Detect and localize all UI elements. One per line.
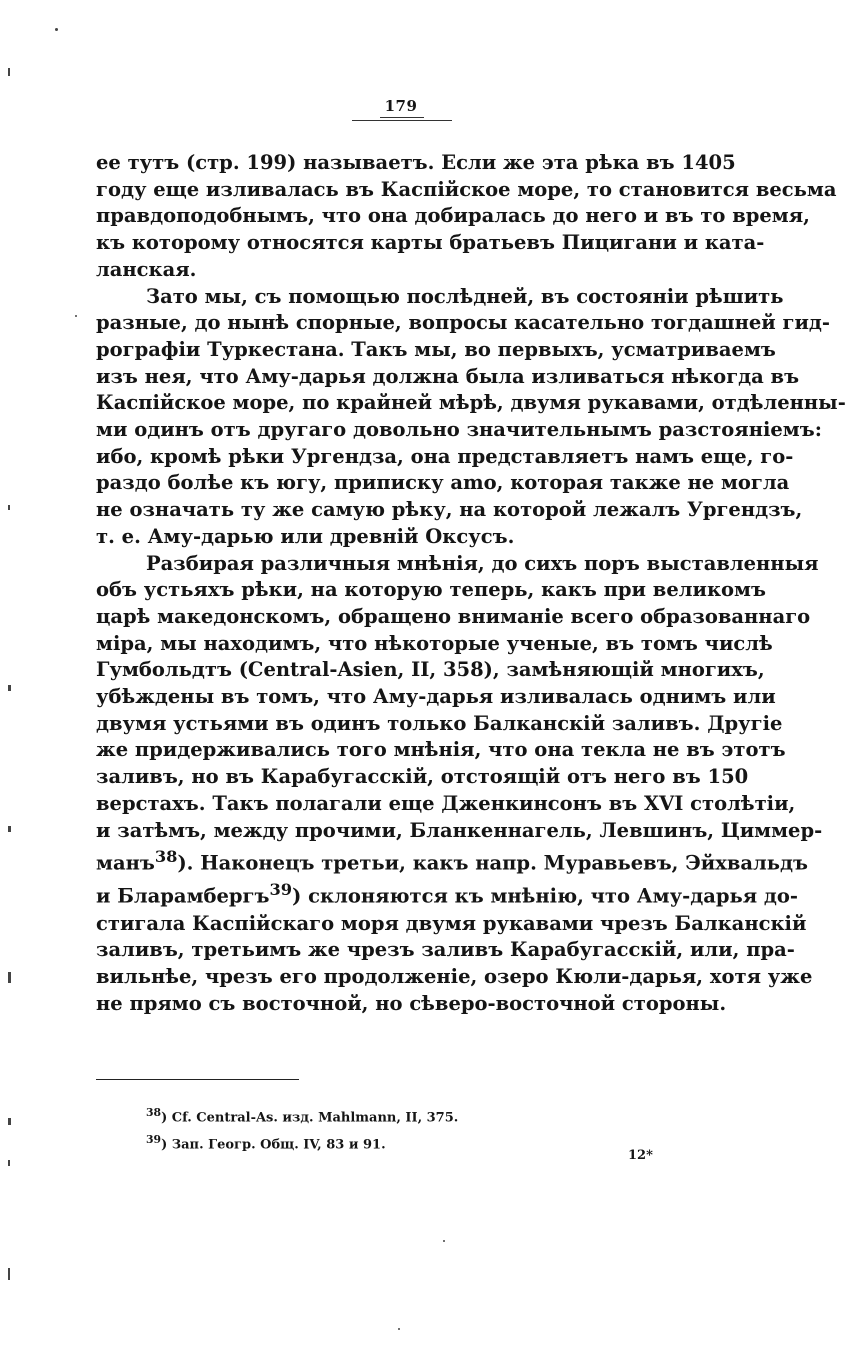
scan-speck [8, 1160, 10, 1166]
signature-mark: 12* [628, 1148, 653, 1163]
footnote [146, 1102, 458, 1129]
text-fragment: ). Наконецъ третьи, какъ напр. Муравьевъ, Эйхвальдъ [177, 851, 808, 875]
text-line: заливъ, третьимъ же чрезъ заливъ Карабугасскій, или, пра- [96, 938, 795, 962]
scan-speck [75, 315, 77, 317]
text-line: міра, мы находимъ, что нѣкоторые ученые, въ томъ числѣ [96, 631, 773, 655]
text-line: Зато мы, съ помощью послѣдней, въ состояніи рѣшить [146, 284, 784, 308]
text-line: къ которому относятся карты братьевъ Пицигани и ката- [96, 231, 765, 255]
text-fragment: ) склоняются къ мнѣнію, что Аму-дарья до- [292, 884, 798, 908]
footnote-marker: 39 [146, 1133, 162, 1147]
text-line: стигала Каспійскаго моря двумя рукавами чрезъ Балканскій [96, 911, 807, 935]
footnotes [146, 1102, 458, 1157]
scan-speck [55, 28, 58, 31]
text-line: рографіи Туркестана. Такъ мы, во первыхъ, усматриваемъ [96, 337, 776, 361]
scan-speck [8, 826, 11, 832]
text-line: верстахъ. Такъ полагали еще Дженкинсонъ въ XVI столѣтіи, [96, 791, 796, 815]
text-line: и затѣмъ, между прочими, Бланкеннагель, Левшинъ, Циммер- [96, 818, 823, 842]
text-line [96, 877, 798, 910]
scan-speck [8, 972, 11, 983]
scan-speck [8, 505, 10, 510]
footnote-text: ) Зап. Геогр. Общ. IV, 83 и 91. [161, 1137, 386, 1153]
text-line: разные, до нынѣ спорные, вопросы касательно тогдашней гид- [96, 311, 831, 335]
scan-speck [8, 68, 10, 76]
text-line: вильнѣе, чрезъ его продолженіе, озеро Кюли-дарья, хотя уже [96, 965, 813, 989]
footnote-separator [96, 1079, 299, 1080]
text-line: правдоподобнымъ, что она добиралась до него и въ то время, [96, 204, 810, 228]
text-line [96, 844, 808, 877]
text-line: ее тутъ (стр. 199) называетъ. Если же эта рѣка въ 1405 [96, 151, 736, 174]
text-line: Разбирая различныя мнѣнія, до сихъ поръ выставленныя [146, 551, 819, 575]
text-line: убѣждены въ томъ, что Аму-дарья изливалась однимъ или [96, 685, 776, 709]
text-fragment: манъ [96, 851, 155, 875]
page-number-rule [352, 120, 452, 121]
text-line: заливъ, но въ Карабугасскій, отстоящій отъ него въ 150 [96, 765, 749, 789]
text-line: царѣ македонскомъ, обращено вниманіе всего образованнаго [96, 604, 811, 628]
text-line: раздо болѣе къ югу, приписку amo, которая также не могла [96, 471, 790, 495]
text-line: двумя устьями въ одинъ только Балканскій заливъ. Другіе [96, 711, 783, 735]
footnote-text: ) Cf. Central-As. изд. Mahlmann, II, 375. [161, 1110, 459, 1126]
footnote [146, 1129, 458, 1156]
text-line: т. е. Аму-дарью или древній Оксусъ. [96, 524, 515, 548]
text-fragment: и Бларамбергъ [96, 884, 270, 908]
scan-speck [8, 1268, 10, 1280]
scan-speck [443, 1240, 445, 1242]
footnote-reference: 39 [269, 880, 293, 900]
text-line: году еще изливалась въ Каспійское море, то становится весьма [96, 177, 837, 201]
text-line: не означать ту же самую рѣку, на которой лежалъ Ургендзъ, [96, 498, 803, 522]
footnote-marker: 38 [146, 1106, 162, 1119]
scan-speck [8, 1118, 11, 1125]
text-line: Каспійское море, по крайней мѣрѣ, двумя рукавами, отдѣленны- [96, 391, 846, 415]
footnote-reference: 38 [154, 847, 178, 867]
text-line: не прямо съ восточной, но сѣверо-восточной стороны. [96, 991, 727, 1015]
text-line: ми одинъ отъ другаго довольно значительнымъ разстояніемъ: [96, 418, 822, 442]
scan-speck [8, 685, 11, 691]
page-number: 179 [384, 97, 418, 115]
text-line: ланская. [96, 257, 197, 281]
text-line: изъ нея, что Аму-дарья должна была изливаться нѣкогда въ [96, 364, 800, 388]
text-line: объ устьяхъ рѣки, на которую теперь, какъ при великомъ [96, 578, 766, 602]
text-line: же придерживались того мнѣнія, что она текла не въ этотъ [96, 738, 786, 762]
scan-speck [398, 1328, 400, 1330]
body-text [96, 150, 846, 1018]
text-line: Гумбольдтъ (Central-Asien, II, 358), замѣняющій многихъ, [96, 658, 765, 682]
text-line: ибо, кромѣ рѣки Ургендза, она представляетъ намъ еще, го- [96, 444, 794, 468]
